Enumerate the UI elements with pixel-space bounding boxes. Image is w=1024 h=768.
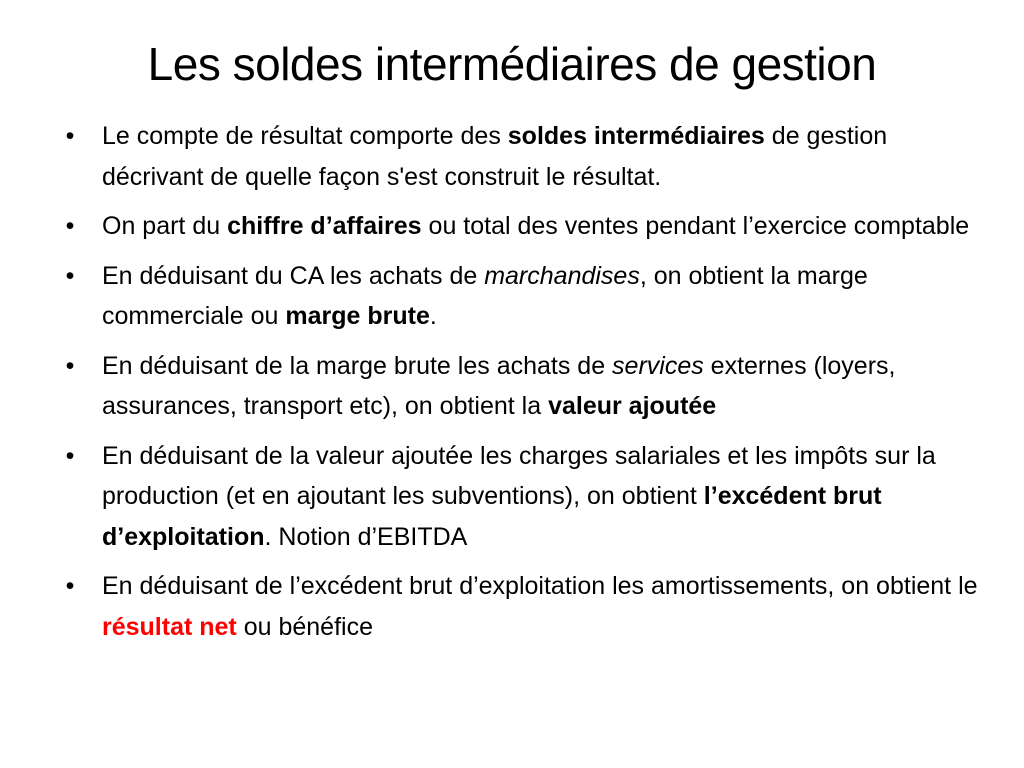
italic-term: marchandises xyxy=(484,261,640,290)
list-item xyxy=(60,346,980,427)
bullet-icon: • xyxy=(65,212,75,240)
bullet-icon: • xyxy=(65,572,75,600)
bold-term: soldes intermédiaires xyxy=(507,122,765,150)
text-segment: En déduisant de la valeur ajoutée les charges salariales et les impôts sur la production (et en ajoutant les subventions), on obtient xyxy=(102,441,936,510)
text-segment: . Notion d’EBITDA xyxy=(264,522,468,551)
text-segment: On part du xyxy=(102,212,228,240)
text-segment: externes (loyers, assurances, transport etc), on obtient la xyxy=(102,351,896,420)
bold-term: chiffre d’affaires xyxy=(227,212,422,240)
text-segment: En déduisant de l’excédent brut d’exploitation les amortissements, on obtient le xyxy=(102,572,978,600)
bullet-icon: • xyxy=(65,122,75,150)
bold-term: valeur ajoutée xyxy=(548,392,717,420)
list-item xyxy=(60,566,980,647)
slide-title: Les soldes intermédiaires de gestion xyxy=(147,38,877,90)
bold-term: l’excédent brut d’exploitation xyxy=(102,482,882,551)
text-segment: ou total des ventes pendant l’exercice comptable xyxy=(421,212,970,240)
text-segment: . xyxy=(429,302,437,330)
bullet-icon: • xyxy=(65,351,75,380)
text-segment: ou bénéfice xyxy=(236,612,373,641)
list-item xyxy=(60,206,980,247)
highlight-term: résultat net xyxy=(102,612,237,641)
list-item xyxy=(60,256,980,337)
bullet-list xyxy=(60,116,980,656)
text-segment: de gestion décrivant de quelle façon s'est construit le résultat. xyxy=(102,122,888,191)
list-item xyxy=(60,116,980,197)
list-item xyxy=(60,436,980,558)
text-segment: En déduisant du CA les achats de xyxy=(102,261,485,290)
text-segment: Le compte de résultat comporte des xyxy=(102,122,508,150)
bullet-icon: • xyxy=(65,441,75,470)
italic-term: services xyxy=(612,351,704,380)
text-segment: En déduisant de la marge brute les achats de xyxy=(102,351,613,380)
bold-term: marge brute xyxy=(285,302,430,330)
text-segment: , on obtient la marge commerciale ou xyxy=(102,261,868,330)
bullet-icon: • xyxy=(65,261,75,290)
